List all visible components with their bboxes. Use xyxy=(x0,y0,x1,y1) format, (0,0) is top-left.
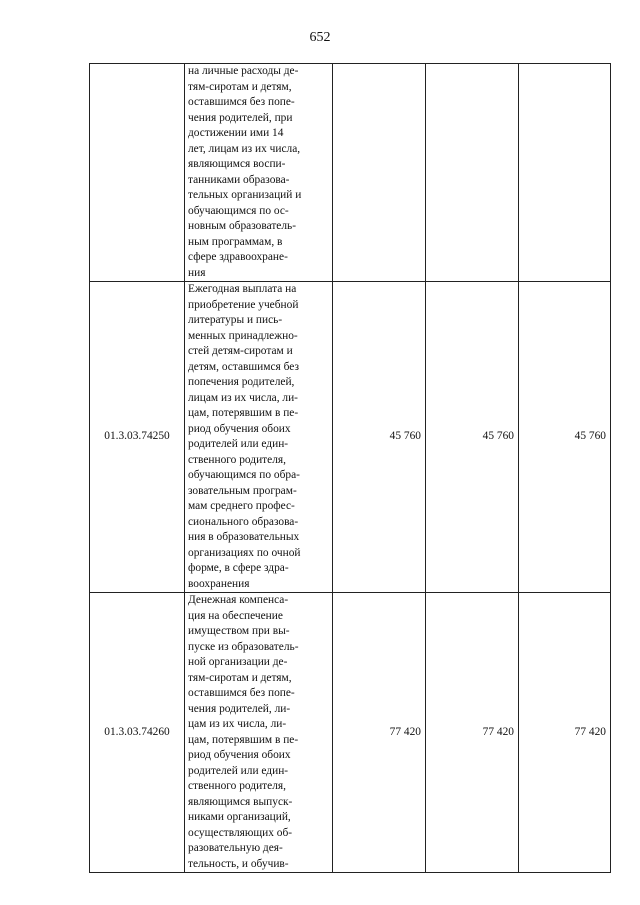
amount-cell-year-3 xyxy=(519,64,611,282)
description-line: организациях по очной xyxy=(188,546,301,559)
description-line: ственного родителя, xyxy=(188,453,286,466)
table-row xyxy=(90,282,611,593)
description-line: тельных организаций и xyxy=(188,189,302,201)
description-line: являющимся воспи- xyxy=(188,158,286,170)
description-line: литературы и пись- xyxy=(188,314,283,326)
description-line: обучающимся по ос- xyxy=(188,204,289,217)
description-cell xyxy=(185,593,333,873)
description-line: ной организации де- xyxy=(188,656,288,668)
description-line: чения родителей, при xyxy=(188,111,293,124)
description-line: являющимся выпуск- xyxy=(188,795,293,808)
description-line: тям-сиротам и детям, xyxy=(188,671,292,684)
description-line: мам среднего профес- xyxy=(188,500,295,512)
description-line: пуске из образователь- xyxy=(188,640,299,653)
description-line: чения родителей, ли- xyxy=(188,702,291,715)
description-cell xyxy=(185,64,333,282)
description-line: ния xyxy=(188,266,206,279)
description-line: приобретение учебной xyxy=(188,298,299,311)
budget-code-cell xyxy=(90,64,185,282)
amount-cell-year-2: 77 420 xyxy=(426,593,519,873)
description-line: обучающимся по обра- xyxy=(188,469,300,481)
description-cell xyxy=(185,282,333,593)
amount-cell-year-2: 45 760 xyxy=(426,282,519,593)
description-line: сионального образова- xyxy=(188,515,299,528)
description-line: воохранения xyxy=(188,577,250,590)
description-line: сфере здравоохране- xyxy=(188,251,288,263)
description-line: имуществом при вы- xyxy=(188,625,290,637)
amount-cell-year-1: 77 420 xyxy=(333,593,426,873)
description-line: цам, потерявшим в пе- xyxy=(188,407,299,419)
description-line: зовательным програм- xyxy=(188,484,297,497)
budget-table-body xyxy=(90,64,611,873)
description-line: оставшимся без попе- xyxy=(188,687,295,699)
description-line: форме, в сфере здра- xyxy=(188,562,289,574)
description-line: ственного родителя, xyxy=(188,780,286,792)
description-line: риод обучения обоих xyxy=(188,422,291,435)
budget-code-cell: 01.3.03.74250 xyxy=(90,282,185,593)
description-line: родителей или един- xyxy=(188,764,289,777)
amount-cell-year-3: 45 760 xyxy=(519,282,611,593)
amount-cell-year-1 xyxy=(333,64,426,282)
description-line: тельность, и обучив- xyxy=(188,857,289,870)
description-line: танниками образова- xyxy=(188,173,290,186)
description-line: детям, оставшимся без xyxy=(188,360,299,373)
description-line: попечения родителей, xyxy=(188,376,295,388)
description-line: ния в образовательных xyxy=(188,531,300,543)
description-line: осуществляющих об- xyxy=(188,826,293,839)
description-line: лицам из их числа, ли- xyxy=(188,391,298,404)
description-line: достижении ими 14 xyxy=(188,127,284,139)
table-row xyxy=(90,593,611,873)
description-line: Ежегодная выплата на xyxy=(188,283,297,295)
amount-cell-year-1: 45 760 xyxy=(333,282,426,593)
description-line: на личные расходы де- xyxy=(188,65,299,77)
description-line: разовательную дея- xyxy=(188,842,283,854)
description-line: стей детям-сиротам и xyxy=(188,345,293,357)
description-line: ция на обеспечение xyxy=(188,609,283,622)
description-line: риод обучения обоих xyxy=(188,749,291,761)
description-line: никами организаций, xyxy=(188,811,291,823)
description-line: тям-сиротам и детям, xyxy=(188,80,292,93)
amount-cell-year-2 xyxy=(426,64,519,282)
description-line: оставшимся без попе- xyxy=(188,96,295,108)
amount-cell-year-3: 77 420 xyxy=(519,593,611,873)
description-line: цам из их числа, ли- xyxy=(188,718,287,730)
description-line: цам, потерявшим в пе- xyxy=(188,733,299,746)
description-line: новным образователь- xyxy=(188,220,297,232)
budget-table xyxy=(89,63,611,873)
description-line: ным программам, в xyxy=(188,235,283,248)
budget-code-cell: 01.3.03.74260 xyxy=(90,593,185,873)
description-line: Денежная компенса- xyxy=(188,594,289,606)
description-line: менных принадлежно- xyxy=(188,329,298,342)
description-line: лет, лицам из их числа, xyxy=(188,142,301,155)
description-line: родителей или един- xyxy=(188,438,289,450)
page-number: 652 xyxy=(309,30,331,45)
table-row xyxy=(90,64,611,282)
